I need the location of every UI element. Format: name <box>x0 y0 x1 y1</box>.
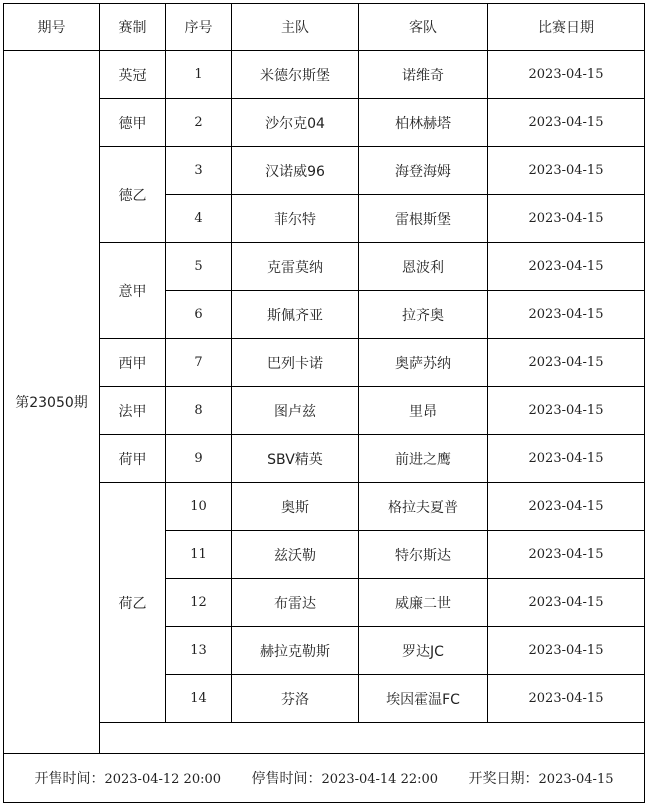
home-team: 赫拉克勒斯 <box>232 627 359 675</box>
match-index: 3 <box>166 147 232 195</box>
away-team: 格拉夫夏普 <box>359 483 488 531</box>
league-cell: 意甲 <box>100 243 166 339</box>
match-date: 2023-04-15 <box>488 675 645 723</box>
sale-end <box>252 768 439 788</box>
sale-start <box>34 768 221 788</box>
match-date: 2023-04-15 <box>488 483 645 531</box>
away-team: 罗达JC <box>359 627 488 675</box>
home-team: 兹沃勒 <box>232 531 359 579</box>
match-index: 8 <box>166 387 232 435</box>
match-index: 9 <box>166 435 232 483</box>
away-team: 奥萨苏纳 <box>359 339 488 387</box>
match-date: 2023-04-15 <box>488 291 645 339</box>
match-index: 5 <box>166 243 232 291</box>
home-team: 沙尔克04 <box>232 99 359 147</box>
home-team: SBV精英 <box>232 435 359 483</box>
table-row <box>4 435 645 483</box>
league-cell: 法甲 <box>100 387 166 435</box>
league-cell: 西甲 <box>100 339 166 387</box>
match-date: 2023-04-15 <box>488 531 645 579</box>
table-row <box>4 99 645 147</box>
blank-row <box>4 723 645 754</box>
header-away: 客队 <box>359 4 488 51</box>
header-home: 主队 <box>232 4 359 51</box>
footer-cell <box>4 754 645 803</box>
home-team: 斯佩齐亚 <box>232 291 359 339</box>
header-date: 比赛日期 <box>488 4 645 51</box>
match-date: 2023-04-15 <box>488 243 645 291</box>
match-index: 11 <box>166 531 232 579</box>
home-team: 菲尔特 <box>232 195 359 243</box>
match-index: 6 <box>166 291 232 339</box>
match-schedule-table <box>3 3 645 803</box>
away-team: 诺维奇 <box>359 51 488 99</box>
table-row <box>4 483 645 531</box>
match-date: 2023-04-15 <box>488 99 645 147</box>
table-row <box>4 387 645 435</box>
away-team: 威廉二世 <box>359 579 488 627</box>
draw-date-value: 2023-04-15 <box>538 772 614 787</box>
sale-info <box>4 768 644 788</box>
home-team: 克雷莫纳 <box>232 243 359 291</box>
match-index: 7 <box>166 339 232 387</box>
draw-date-label: 开奖日期： <box>468 771 539 787</box>
table-row <box>4 243 645 291</box>
table-row <box>4 339 645 387</box>
league-cell: 荷甲 <box>100 435 166 483</box>
away-team: 埃因霍温FC <box>359 675 488 723</box>
match-date: 2023-04-15 <box>488 147 645 195</box>
away-team: 恩波利 <box>359 243 488 291</box>
away-team: 雷根斯堡 <box>359 195 488 243</box>
footer-row <box>4 754 645 803</box>
home-team: 奥斯 <box>232 483 359 531</box>
match-date: 2023-04-15 <box>488 387 645 435</box>
period-cell: 第23050期 <box>4 51 100 754</box>
sale-end-value: 2023-04-14 22:00 <box>321 772 439 787</box>
league-cell: 德乙 <box>100 147 166 243</box>
sale-end-label: 停售时间： <box>251 771 322 787</box>
match-date: 2023-04-15 <box>488 627 645 675</box>
match-index: 2 <box>166 99 232 147</box>
match-date: 2023-04-15 <box>488 435 645 483</box>
away-team: 柏林赫塔 <box>359 99 488 147</box>
table-row <box>4 51 645 99</box>
header-index: 序号 <box>166 4 232 51</box>
draw-date <box>469 768 614 788</box>
match-index: 13 <box>166 627 232 675</box>
away-team: 特尔斯达 <box>359 531 488 579</box>
home-team: 米德尔斯堡 <box>232 51 359 99</box>
league-cell: 英冠 <box>100 51 166 99</box>
league-cell: 荷乙 <box>100 483 166 723</box>
match-index: 12 <box>166 579 232 627</box>
away-team: 海登海姆 <box>359 147 488 195</box>
home-team: 布雷达 <box>232 579 359 627</box>
away-team: 里昂 <box>359 387 488 435</box>
sale-start-label: 开售时间： <box>34 771 105 787</box>
match-index: 10 <box>166 483 232 531</box>
match-date: 2023-04-15 <box>488 579 645 627</box>
match-date: 2023-04-15 <box>488 195 645 243</box>
sale-start-value: 2023-04-12 20:00 <box>104 772 222 787</box>
header-row <box>4 4 645 51</box>
header-period: 期号 <box>4 4 100 51</box>
home-team: 巴列卡诺 <box>232 339 359 387</box>
match-index: 4 <box>166 195 232 243</box>
match-date: 2023-04-15 <box>488 51 645 99</box>
blank-cell <box>100 723 645 754</box>
match-index: 14 <box>166 675 232 723</box>
home-team: 图卢兹 <box>232 387 359 435</box>
match-index: 1 <box>166 51 232 99</box>
header-league: 赛制 <box>100 4 166 51</box>
table-row <box>4 147 645 195</box>
match-date: 2023-04-15 <box>488 339 645 387</box>
away-team: 前进之鹰 <box>359 435 488 483</box>
league-cell: 德甲 <box>100 99 166 147</box>
away-team: 拉齐奥 <box>359 291 488 339</box>
home-team: 芬洛 <box>232 675 359 723</box>
home-team: 汉诺威96 <box>232 147 359 195</box>
